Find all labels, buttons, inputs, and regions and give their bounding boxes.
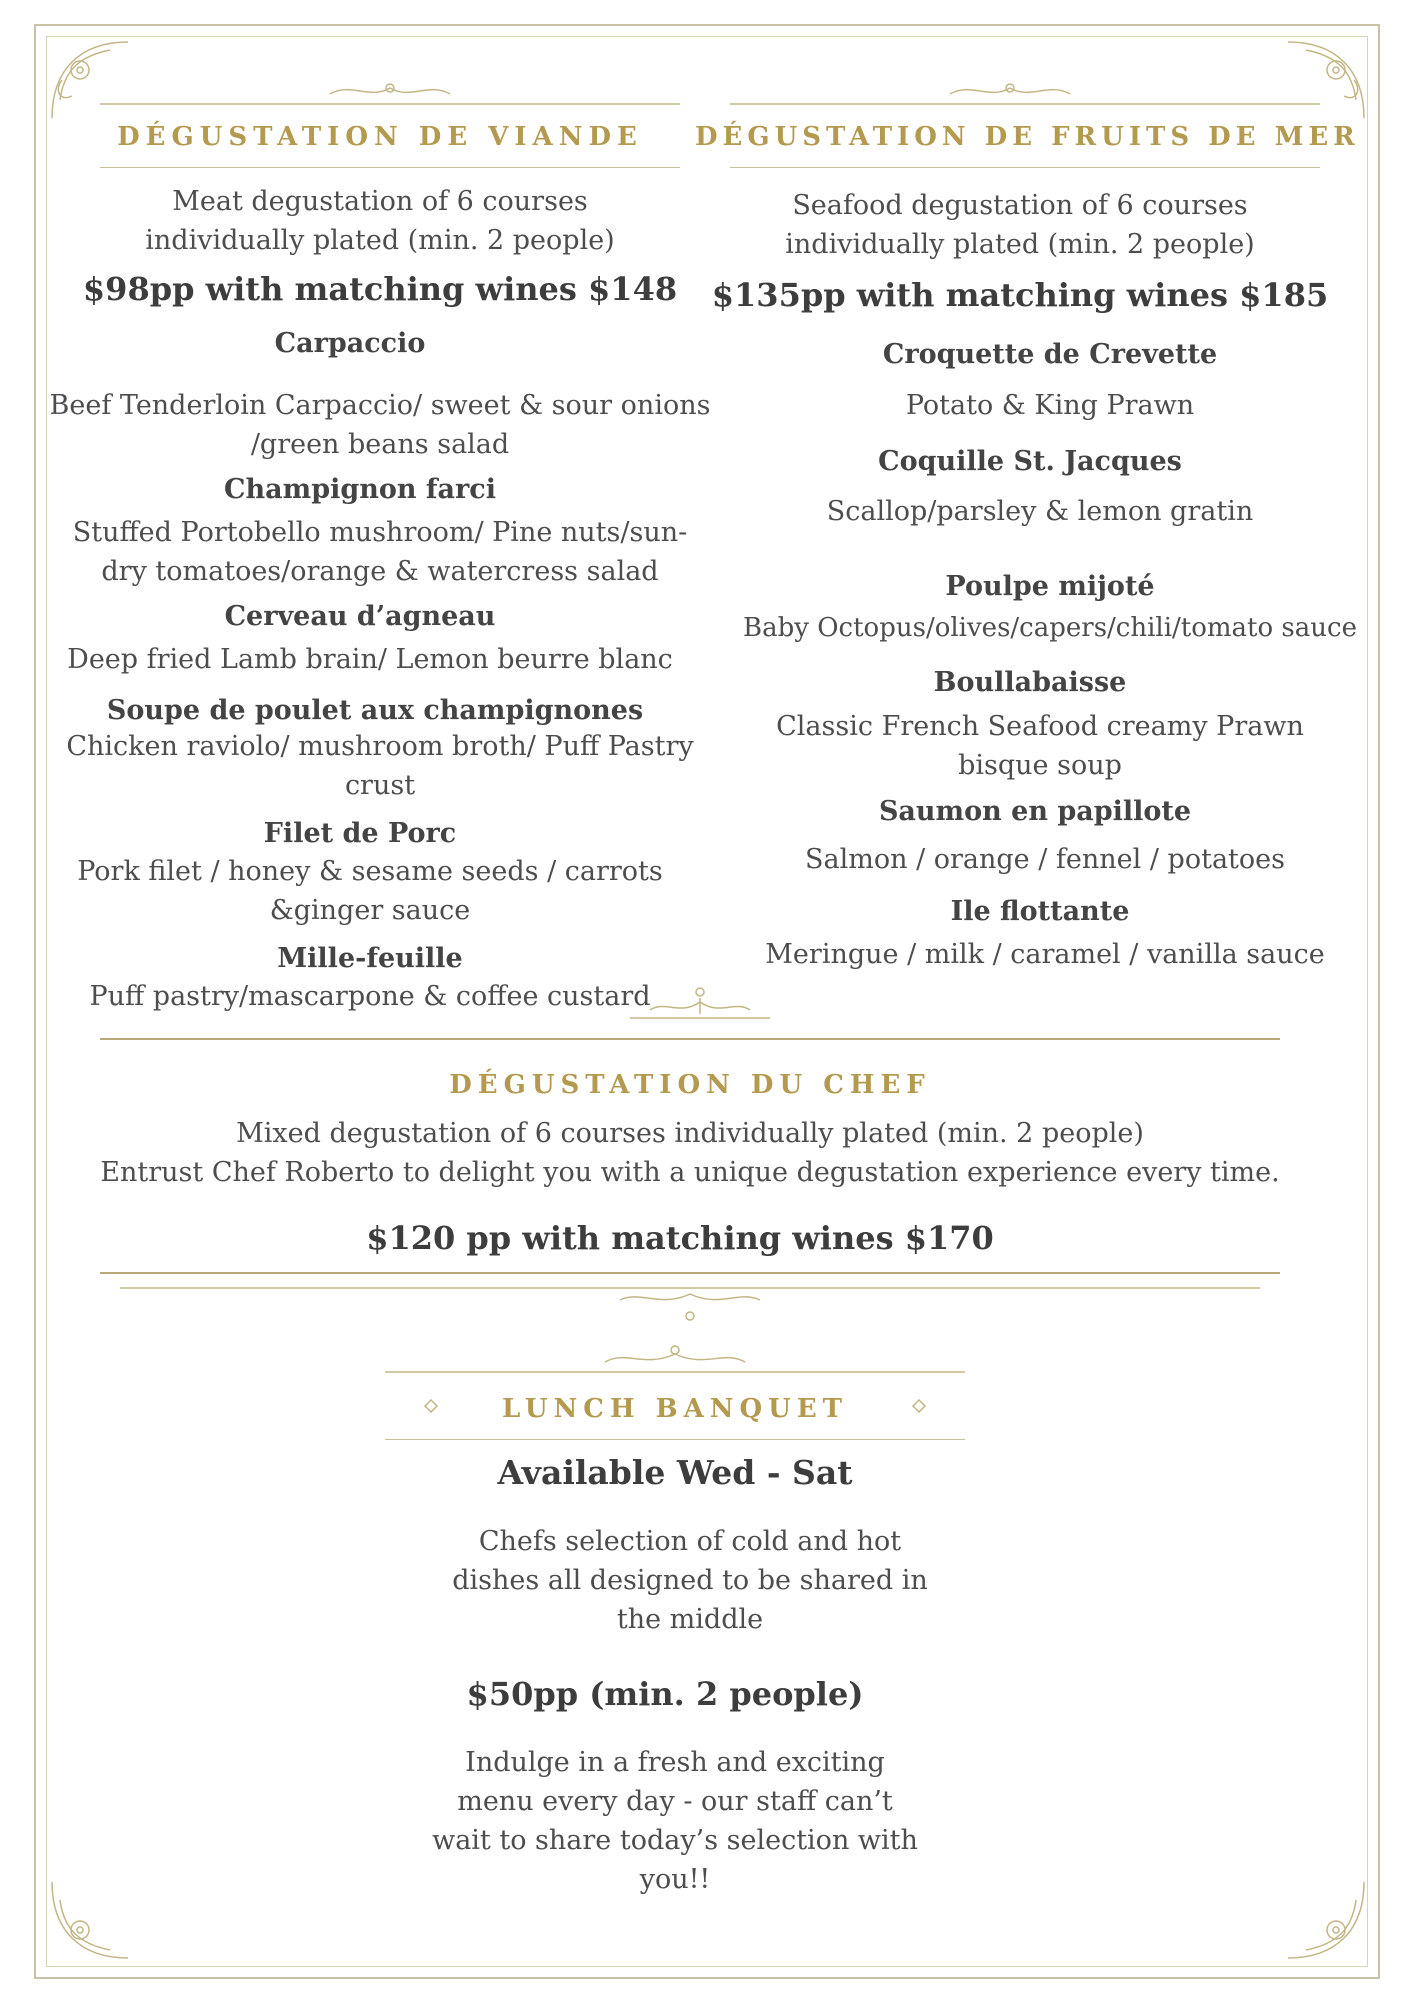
lunch-closing-line: Indulge in a fresh and exciting (465, 1747, 885, 1778)
lunch-closing-line: you!! (639, 1864, 711, 1895)
lunch-desc-line: the middle (616, 1604, 764, 1635)
meat-dish-name: Filet de Porc (263, 818, 457, 849)
lunch-flourish (385, 1340, 965, 1380)
chef-heading: DÉGUSTATION DU CHEF (449, 1070, 931, 1100)
meat-dish-desc-line: /green beans salad (250, 429, 510, 460)
seafood-dish-name: Boullabaisse (933, 667, 1127, 698)
seafood-dish-desc-line: Scallop/parsley & lemon gratin (826, 496, 1254, 527)
lunch-description (385, 1522, 995, 1639)
meat-heading-rule (100, 167, 680, 168)
corner-ornament-bottom-right (1286, 1880, 1366, 1960)
seafood-intro-line: Seafood degustation of 6 courses (792, 190, 1248, 221)
lunch-closing-line: menu every day - our staff can’t (457, 1786, 893, 1817)
lunch-subheading: Available Wed - Sat (497, 1453, 853, 1492)
seafood-dish-name: Coquille St. Jacques (878, 446, 1182, 477)
seafood-dish-name: Poulpe mijoté (945, 571, 1155, 602)
meat-dish-desc (40, 513, 720, 591)
meat-dish-desc-line: Pork filet / honey & sesame seeds / carrots (77, 856, 663, 887)
seafood-heading: DÉGUSTATION DE FRUITS DE MER (695, 122, 1360, 152)
flourish-top-left (100, 80, 680, 110)
meat-dish-desc-line: Puff pastry/mascarpone & coffee custard (89, 981, 651, 1012)
seafood-dish-desc-line: Potato & King Prawn (905, 390, 1195, 421)
seafood-dish-desc (715, 609, 1385, 648)
lunch-heading-rule (385, 1439, 965, 1440)
chef-description (80, 1114, 1300, 1192)
meat-dish-desc-line: dry tomatoes/orange & watercress salad (101, 556, 659, 587)
flourish-top-right (730, 80, 1320, 110)
meat-dish-desc (40, 977, 700, 1016)
meat-heading: DÉGUSTATION DE VIANDE (117, 122, 643, 152)
meat-dish-desc-line: &ginger sauce (269, 895, 471, 926)
meat-intro-line: individually plated (min. 2 people) (145, 225, 615, 256)
lunch-heading: LUNCH BANQUET (501, 1394, 848, 1424)
seafood-dish-desc-line: Classic French Seafood creamy Prawn (776, 711, 1304, 742)
chef-desc-line: Mixed degustation of 6 courses individually plated (min. 2 people) (236, 1118, 1144, 1149)
divider-ornament (630, 980, 770, 1030)
meat-dish-desc (40, 640, 700, 679)
meat-dish-desc (40, 852, 700, 930)
meat-dish-name: Champignon farci (224, 474, 496, 505)
meat-dish-desc-line: crust (344, 770, 416, 801)
seafood-dish-desc-line: Salmon / orange / fennel / potatoes (805, 844, 1285, 875)
chef-desc-line: Entrust Chef Roberto to delight you with a unique degustation experience every time. (100, 1157, 1280, 1188)
meat-intro-line: Meat degustation of 6 courses (172, 186, 588, 217)
seafood-dish-name: Croquette de Crevette (882, 339, 1218, 370)
seafood-dish-desc-line: bisque soup (958, 750, 1122, 781)
seafood-dish-desc (700, 707, 1380, 785)
seafood-price: $135pp with matching wines $185 (711, 276, 1329, 314)
meat-dish-name: Mille-feuille (277, 943, 463, 974)
seafood-dish-desc-line: Baby Octopus/olives/capers/chili/tomato sauce (743, 613, 1357, 643)
seafood-dish-desc (710, 935, 1380, 974)
meat-price: $98pp with matching wines $148 (82, 270, 678, 308)
seafood-dish-name: Ile flottante (950, 896, 1130, 927)
chef-bottom-rule (100, 1272, 1280, 1274)
seafood-intro (690, 186, 1350, 264)
seafood-dish-desc-line: Meringue / milk / caramel / vanilla sauce (765, 939, 1325, 970)
chef-top-rule (100, 1038, 1280, 1040)
meat-dish-desc-line: Chicken raviolo/ mushroom broth/ Puff Pastry (66, 731, 694, 762)
meat-dish-name: Soupe de poulet aux champignones (106, 695, 644, 726)
meat-dish-desc-line: Deep fried Lamb brain/ Lemon beurre blanc (67, 644, 673, 675)
meat-intro (50, 182, 710, 260)
divider-ornament (100, 1276, 1280, 1326)
meat-dish-name: Carpaccio (274, 328, 426, 359)
lunch-closing (385, 1743, 965, 1899)
seafood-dish-desc (710, 492, 1370, 531)
chef-price: $120 pp with matching wines $170 (366, 1219, 994, 1257)
seafood-intro-line: individually plated (min. 2 people) (785, 229, 1255, 260)
meat-dish-desc-line: Beef Tenderloin Carpaccio/ sweet & sour onions (49, 390, 711, 421)
lunch-price: $50pp (min. 2 people) (466, 1675, 864, 1713)
meat-dish-desc (40, 727, 720, 805)
lunch-desc-line: dishes all designed to be shared in (452, 1565, 928, 1596)
lunch-desc-line: Chefs selection of cold and hot (478, 1526, 902, 1557)
seafood-dish-name: Saumon en papillote (878, 796, 1192, 827)
meat-dish-desc (40, 386, 720, 464)
corner-ornament-bottom-left (50, 1880, 130, 1960)
seafood-dish-desc (730, 386, 1370, 425)
meat-dish-desc-line: Stuffed Portobello mushroom/ Pine nuts/sun- (72, 517, 688, 548)
meat-dish-name: Cerveau d’agneau (224, 601, 496, 632)
seafood-heading-rule (730, 167, 1320, 168)
lunch-closing-line: wait to share today’s selection with (432, 1825, 918, 1856)
seafood-dish-desc (715, 840, 1375, 879)
